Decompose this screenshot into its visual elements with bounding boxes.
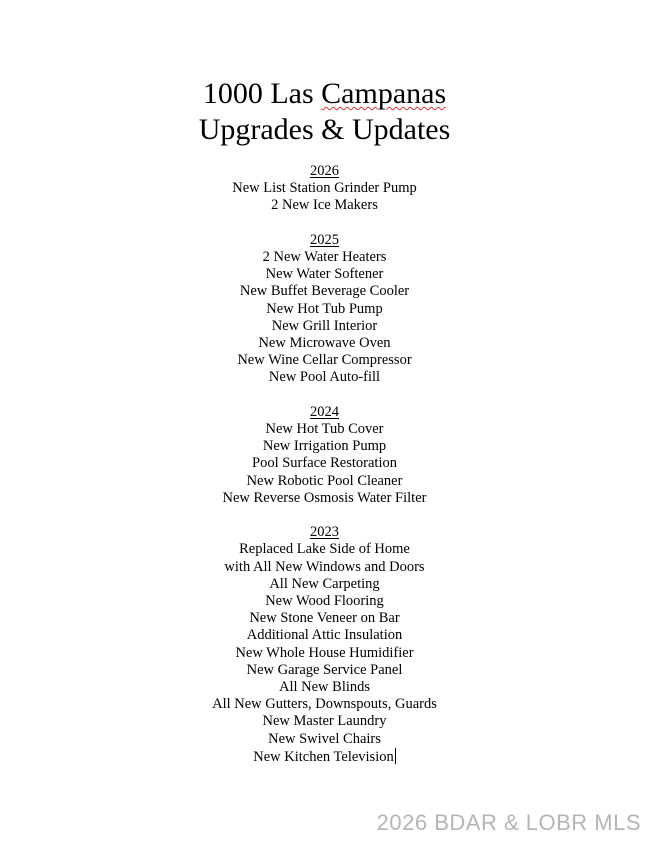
list-item — [0, 541, 649, 558]
year-section-2023 — [0, 524, 649, 766]
list-item — [0, 249, 649, 266]
list-item-text: Pool Surface Restoration — [252, 455, 397, 472]
list-item-text: 2 New Ice Makers — [271, 197, 378, 214]
list-item — [0, 748, 649, 766]
year-section-2026 — [0, 163, 649, 215]
list-item-text: New Wood Flooring — [265, 593, 384, 610]
list-item-text: New Hot Tub Pump — [266, 300, 383, 317]
list-item — [0, 369, 649, 386]
list-item-text: New Kitchen Television — [253, 748, 394, 765]
title-line-1 — [0, 76, 649, 112]
list-item — [0, 559, 649, 576]
list-item-text: All New Gutters, Downspouts, Guards — [212, 696, 437, 713]
list-item-text: New Wine Cellar Compressor — [237, 352, 412, 369]
list-item — [0, 318, 649, 335]
list-item-text: New List Station Grinder Pump — [232, 180, 417, 197]
list-item-text: New Hot Tub Cover — [265, 421, 384, 438]
list-item-text: New Swivel Chairs — [268, 730, 381, 747]
list-item — [0, 438, 649, 455]
list-item — [0, 421, 649, 438]
list-item-text: 2 New Water Heaters — [262, 249, 387, 265]
list-item — [0, 301, 649, 318]
list-item-text: New Pool Auto-fill — [268, 369, 381, 386]
year-heading: 2026 — [310, 163, 339, 179]
list-item-text: New Robotic Pool Cleaner — [246, 472, 403, 489]
list-item-text: New Master Laundry — [262, 713, 387, 730]
list-item — [0, 180, 649, 197]
list-item-text: Replaced Lake Side of Home — [239, 541, 410, 558]
list-item-text: New Grill Interior — [271, 317, 378, 334]
list-item-text: Additional Attic Insulation — [246, 627, 403, 644]
list-item — [0, 490, 649, 507]
list-item — [0, 593, 649, 610]
list-item — [0, 610, 649, 627]
year-section-2024 — [0, 404, 649, 507]
list-item-text: New Stone Veneer on Bar — [249, 610, 400, 627]
list-item-text: New Microwave Oven — [258, 335, 391, 352]
title-address-word: Campanas — [321, 77, 447, 110]
list-item-text: New Water Softener — [265, 266, 384, 283]
list-item — [0, 197, 649, 214]
list-item-text: with All New Windows and Doors — [224, 558, 425, 575]
title-line-2: Upgrades & Updates — [198, 113, 451, 146]
list-item-text: New Reverse Osmosis Water Filter — [222, 489, 427, 506]
list-item — [0, 283, 649, 300]
list-item — [0, 335, 649, 352]
list-item — [0, 645, 649, 662]
list-item — [0, 352, 649, 369]
list-item — [0, 473, 649, 490]
list-item-text: All New Carpeting — [269, 575, 380, 592]
list-item — [0, 662, 649, 679]
year-heading: 2023 — [310, 524, 339, 541]
list-item-text: New Buffet Beverage Cooler — [239, 283, 410, 300]
list-item — [0, 731, 649, 748]
list-item — [0, 266, 649, 283]
text-cursor — [395, 748, 396, 764]
document-title — [0, 76, 649, 148]
mls-watermark: 2026 BDAR & LOBR MLS — [376, 810, 641, 835]
list-item — [0, 713, 649, 730]
year-heading: 2025 — [310, 231, 339, 248]
list-item-text: New Irrigation Pump — [262, 438, 387, 455]
upgrades-list — [0, 163, 649, 783]
list-item — [0, 696, 649, 713]
list-item-text: New Whole House Humidifier — [235, 644, 414, 661]
list-item — [0, 576, 649, 593]
list-item — [0, 679, 649, 696]
year-heading: 2024 — [310, 403, 339, 420]
year-section-2025 — [0, 232, 649, 387]
list-item — [0, 627, 649, 644]
list-item — [0, 455, 649, 472]
list-item-text: All New Blinds — [278, 679, 371, 696]
list-item-text: New Garage Service Panel — [246, 661, 403, 678]
title-address-prefix: 1000 Las — [202, 77, 322, 110]
